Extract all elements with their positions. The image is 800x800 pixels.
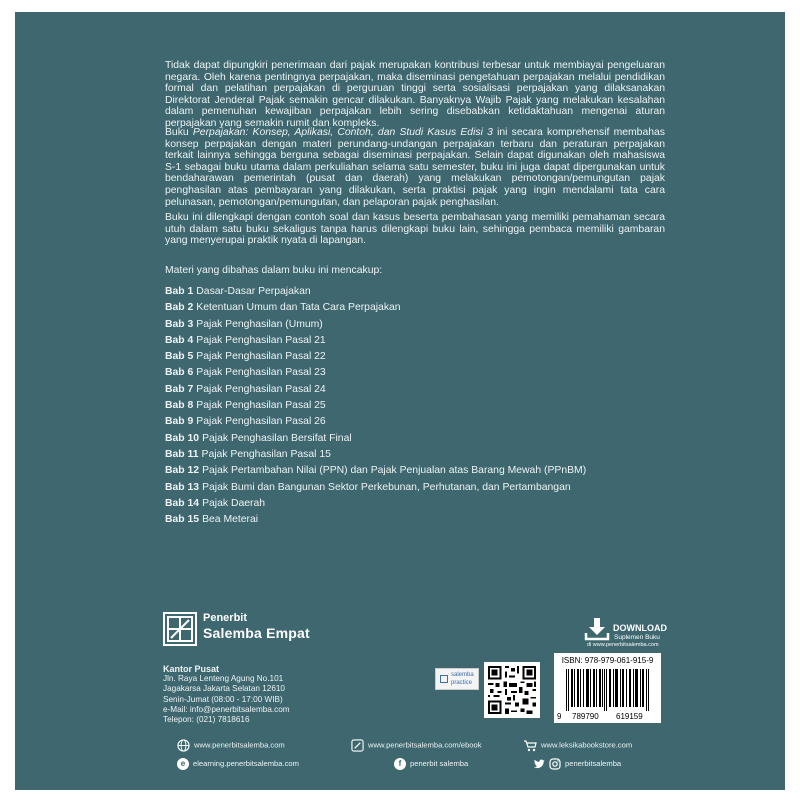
chapter-number: Bab 7 <box>165 383 194 395</box>
footer-social-text: penerbitsalemba <box>565 759 622 768</box>
chapter-title: Pajak Penghasilan Bersifat Final <box>202 432 352 444</box>
instagram-icon <box>549 758 561 770</box>
chapter-number: Bab 5 <box>165 351 194 363</box>
paragraph-2-prefix: Buku <box>165 127 193 138</box>
isbn-label: ISBN: 978-979-061-915-9 <box>561 656 654 665</box>
chapter-title: Pajak Penghasilan Pasal 23 <box>196 367 326 379</box>
publisher-name: Salemba Empat <box>203 625 310 641</box>
footer-social-link[interactable] <box>533 758 621 770</box>
globe-icon <box>177 739 190 752</box>
office-heading: Kantor Pusat <box>163 664 220 674</box>
chapter-item <box>165 447 586 463</box>
book-title: Perpajakan: Konsep, Aplikasi, Contoh, dan Studi Kasus Edisi 3 <box>192 127 493 138</box>
chapter-item <box>165 365 586 381</box>
practice-line-1: salemba <box>451 672 474 678</box>
chapter-item <box>165 349 586 365</box>
chapter-title: Pajak Penghasilan Pasal 21 <box>196 334 326 346</box>
office-address-line-1: Jln. Raya Lenteng Agung No.101 <box>163 674 284 684</box>
isbn-digits-group-2: 619159 <box>616 712 643 721</box>
office-hours: Senin-Jumat (08:00 - 17:00 WIB) <box>163 694 283 704</box>
footer-ebook-link[interactable] <box>351 739 482 752</box>
chapter-item <box>165 317 586 333</box>
chapter-number: Bab 6 <box>165 367 194 379</box>
chapter-title: Bea Meterai <box>202 514 259 526</box>
practice-line-2: practice <box>451 680 473 686</box>
download-title: DOWNLOAD <box>613 623 667 633</box>
isbn-digit-first: 9 <box>557 712 562 721</box>
practice-logo-icon <box>440 675 448 683</box>
chapter-item <box>165 414 586 430</box>
cart-icon <box>523 739 537 752</box>
chapter-item <box>165 382 586 398</box>
chapter-item <box>165 496 586 512</box>
publisher-label: Penerbit <box>203 612 248 624</box>
chapters-intro: Materi yang dibahas dalam buku ini mencakup: <box>165 265 383 276</box>
chapter-item <box>165 431 586 447</box>
chapter-title: Pajak Penghasilan Pasal 24 <box>196 383 326 395</box>
qr-code[interactable] <box>484 662 540 718</box>
office-phone: Telepon: (021) 7818616 <box>163 715 250 725</box>
office-address-line-2: Jagakarsa Jakarta Selatan 12610 <box>163 684 285 694</box>
footer-ebook-text: www.penerbitsalemba.com/ebook <box>368 740 482 750</box>
footer-website-link[interactable] <box>177 739 285 752</box>
chapter-title: Pajak Penghasilan Pasal 22 <box>196 351 326 363</box>
chapter-item <box>165 463 586 479</box>
chapter-title: Pajak Penghasilan Pasal 15 <box>201 448 331 460</box>
publisher-logo <box>163 612 197 646</box>
ebook-icon <box>351 739 364 752</box>
office-address-block <box>163 664 290 725</box>
twitter-icon <box>533 759 545 770</box>
chapter-number: Bab 9 <box>165 416 194 428</box>
barcode-bars <box>560 669 656 711</box>
cover-panel <box>15 12 785 790</box>
publisher-logo-icon <box>165 614 195 644</box>
chapter-number: Bab 14 <box>165 497 200 509</box>
chapter-list <box>165 284 586 528</box>
chapter-number: Bab 13 <box>165 481 200 493</box>
chapter-item <box>165 300 586 316</box>
chapter-title: Ketentuan Umum dan Tata Cara Perpajakan <box>196 302 401 314</box>
chapter-title: Pajak Bumi dan Bangunan Sektor Perkebunan, Perhutanan, dan Pertambangan <box>202 481 571 493</box>
chapter-title: Pajak Pertambahan Nilai (PPN) dan Pajak Penjualan atas Barang Mewah (PPnBM) <box>202 465 587 477</box>
isbn-barcode <box>554 653 661 723</box>
salemba-practice-badge <box>435 668 479 690</box>
footer-store-text: www.leksikabookstore.com <box>541 740 633 750</box>
download-url: di www.penerbitsalemba.com <box>587 642 659 648</box>
description-paragraph-3: Buku ini dilengkapi dengan contoh soal dan kasus beserta pembahasan yang memiliki pemahaman secara utuh dalam satu buku sekaligus tanpa harus dilengkapi buku lain, sehingga pembaca memiliki gambaran yang menyerupai praktik nyata di lapangan. <box>165 212 665 247</box>
description-paragraph-1: Tidak dapat dipungkiri penerimaan dari pajak merupakan kontribusi terbesar untuk membiayai pengeluaran negara. Oleh karena pentingnya perpajakan, maka diseminasi pengetahuan perpajakan melalui pendidikan formal dan pelatihan perpajakan di perguruan tinggi serta sosialisasi perpajakan yang dilaksanakan Direktorat Jenderal Pajak semakin gencar dilakukan. Banyaknya Wajib Pajak yang melakukan kesalahan dalam pemenuhan kewajiban perpajakan lebih sering disebabkan ketidaktahuan mengenai aturan perpajakan yang semakin rumit dan kompleks. <box>165 60 665 129</box>
chapter-title: Dasar-Dasar Perpajakan <box>196 286 311 297</box>
download-subtitle: Suplemen Buku <box>614 634 660 641</box>
paragraph-2-body: ini secara komprehensif membahas konsep perpajakan dengan materi perundang-undangan perpajakan terbaru dan peraturan perpajakan terkait lainnya sehingga berguna sebagai diseminasi perpajakan. Selain dapat digunakan oleh mahasiswa S-1 sebagai buku utama dalam perkuliahan selama satu semester, buku ini juga dapat dipergunakan untuk bendaharawan pemerintah (pusat dan daerah) yang melakukan pemotongan/pemungutan pajak penghasilan atas pembayaran yang dilakukan, serta praktisi pajak yang ingin mendalami tata cara pelunasan, pemotongan/pemungutan, dan pelaporan pajak penghasilan. <box>165 127 665 208</box>
chapter-number: Bab 10 <box>165 432 200 444</box>
download-icon <box>583 615 611 643</box>
chapter-item <box>165 512 586 528</box>
description-paragraph-2 <box>165 127 665 208</box>
facebook-icon: f <box>394 758 406 770</box>
footer-website-text: www.penerbitsalemba.com <box>194 740 285 750</box>
isbn-digits-group-1: 789790 <box>572 712 599 721</box>
chapter-item <box>165 284 586 300</box>
chapter-item <box>165 333 586 349</box>
chapter-number: Bab 3 <box>165 318 194 330</box>
chapter-title: Pajak Daerah <box>202 497 266 509</box>
chapter-number: Bab 11 <box>165 448 199 460</box>
footer-facebook-link[interactable] <box>394 758 468 770</box>
chapter-title: Pajak Penghasilan Pasal 26 <box>196 416 326 428</box>
footer-store-link[interactable] <box>523 739 632 752</box>
chapter-title: Pajak Penghasilan (Umum) <box>196 318 323 330</box>
footer-elearning-text: elearning.penerbitsalemba.com <box>193 759 299 768</box>
footer-elearning-link[interactable] <box>177 758 299 770</box>
footer-facebook-text: penerbit salemba <box>410 759 469 768</box>
chapter-number: Bab 12 <box>165 465 200 477</box>
chapter-number: Bab 1 <box>165 286 194 297</box>
chapter-number: Bab 15 <box>165 514 200 526</box>
chapter-item <box>165 480 586 496</box>
chapter-title: Pajak Penghasilan Pasal 25 <box>196 400 326 412</box>
chapter-number: Bab 2 <box>165 302 194 314</box>
chapter-item <box>165 398 586 414</box>
office-email: e-Mail: info@penerbitsalemba.com <box>163 704 290 714</box>
chapter-number: Bab 8 <box>165 400 194 412</box>
chapter-number: Bab 4 <box>165 334 194 346</box>
elearning-icon: e <box>177 758 189 770</box>
